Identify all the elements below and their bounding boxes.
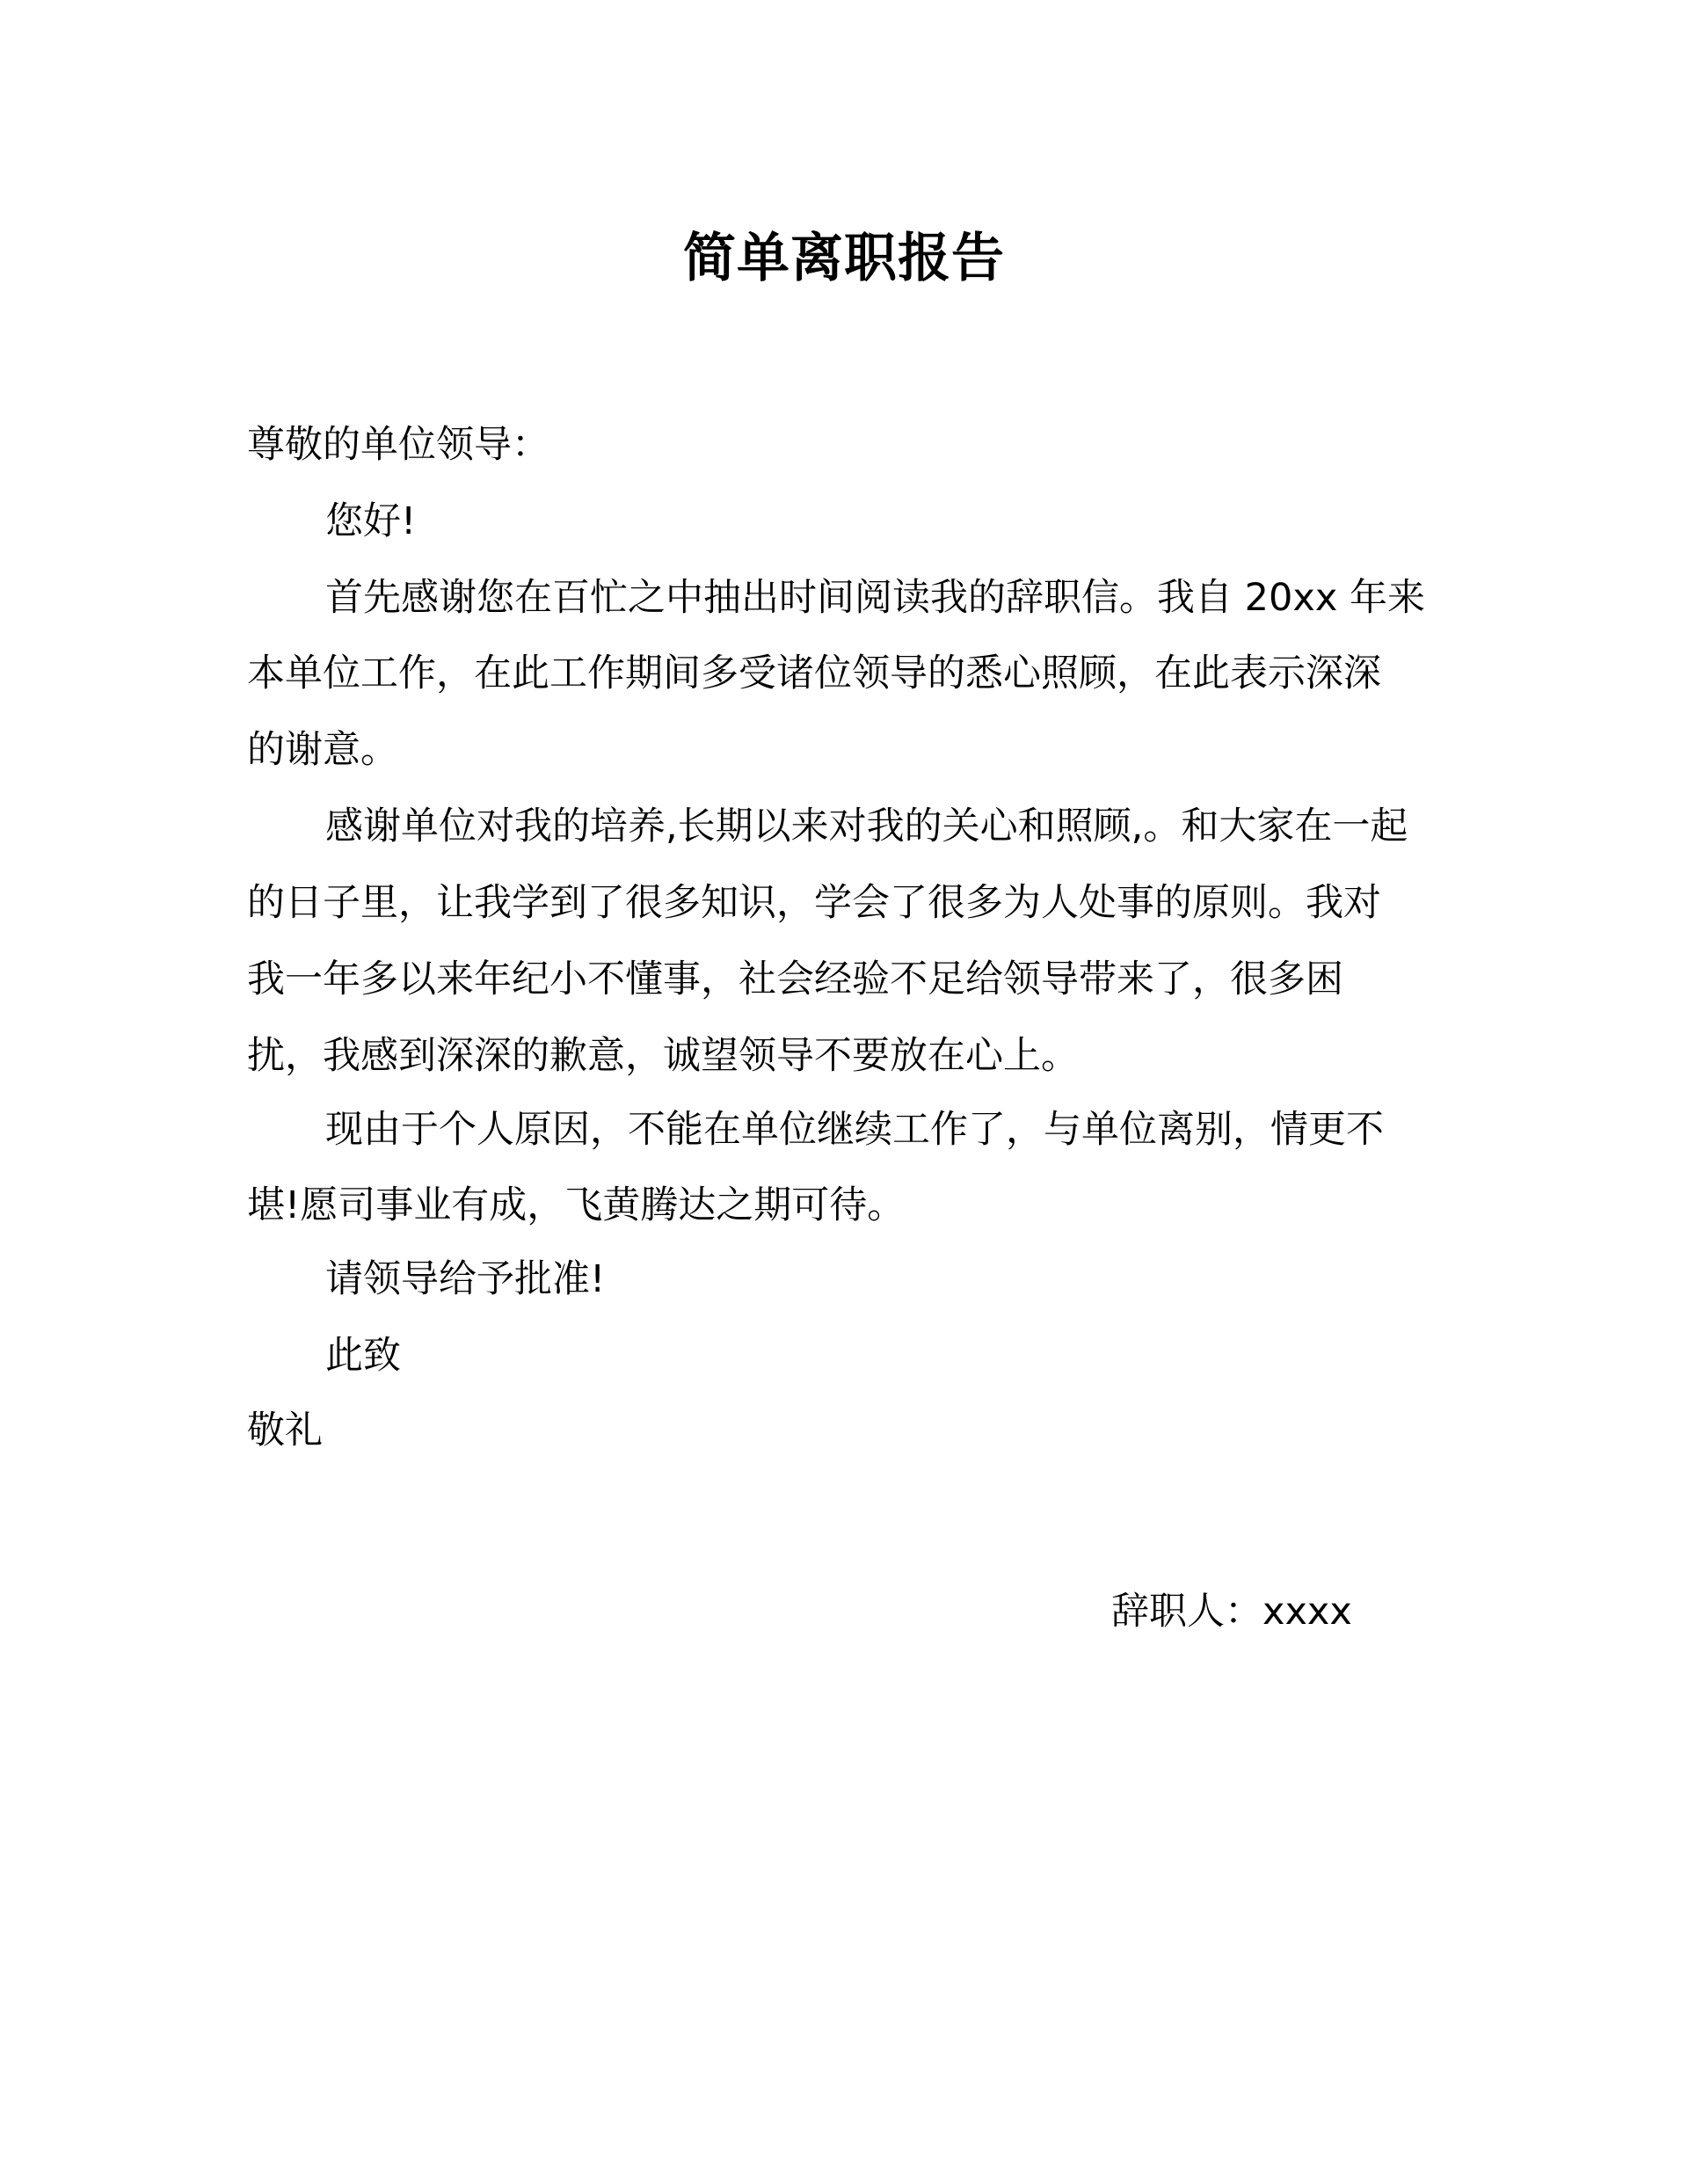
body-line: 的日子里，让我学到了很多知识，学会了很多为人处事的原则。我对	[247, 881, 1381, 925]
body-line: 现由于个人原因，不能在单位继续工作了，与单位离别，情更不	[325, 1108, 1384, 1152]
body-line: 此致	[325, 1334, 401, 1378]
salutation: 尊敬的单位领导：	[247, 423, 549, 467]
greeting: 您好!	[325, 499, 417, 543]
document-title: 简单离职报告	[683, 228, 1005, 289]
closing: 敬礼	[247, 1409, 323, 1452]
body-line: 感谢单位对我的培养,长期以来对我的关心和照顾,。和大家在一起	[325, 804, 1408, 848]
body-line: 堪!愿司事业有成，飞黄腾达之期可待。	[247, 1183, 906, 1227]
body-line: 我一年多以来年纪小不懂事，社会经验不足给领导带来了，很多困	[247, 957, 1343, 1001]
body-line: 首先感谢您在百忙之中抽出时间阅读我的辞职信。我自 20xx 年来	[325, 576, 1425, 620]
body-line: 本单位工作，在此工作期间多受诸位领导的悉心照顾，在此表示深深	[247, 652, 1381, 695]
body-line: 的谢意。	[247, 728, 398, 772]
signature: 辞职人：xxxx	[1111, 1590, 1352, 1634]
body-line: 扰，我感到深深的歉意，诚望领导不要放在心上。	[247, 1034, 1079, 1078]
body-line: 请领导给予批准!	[325, 1257, 606, 1301]
